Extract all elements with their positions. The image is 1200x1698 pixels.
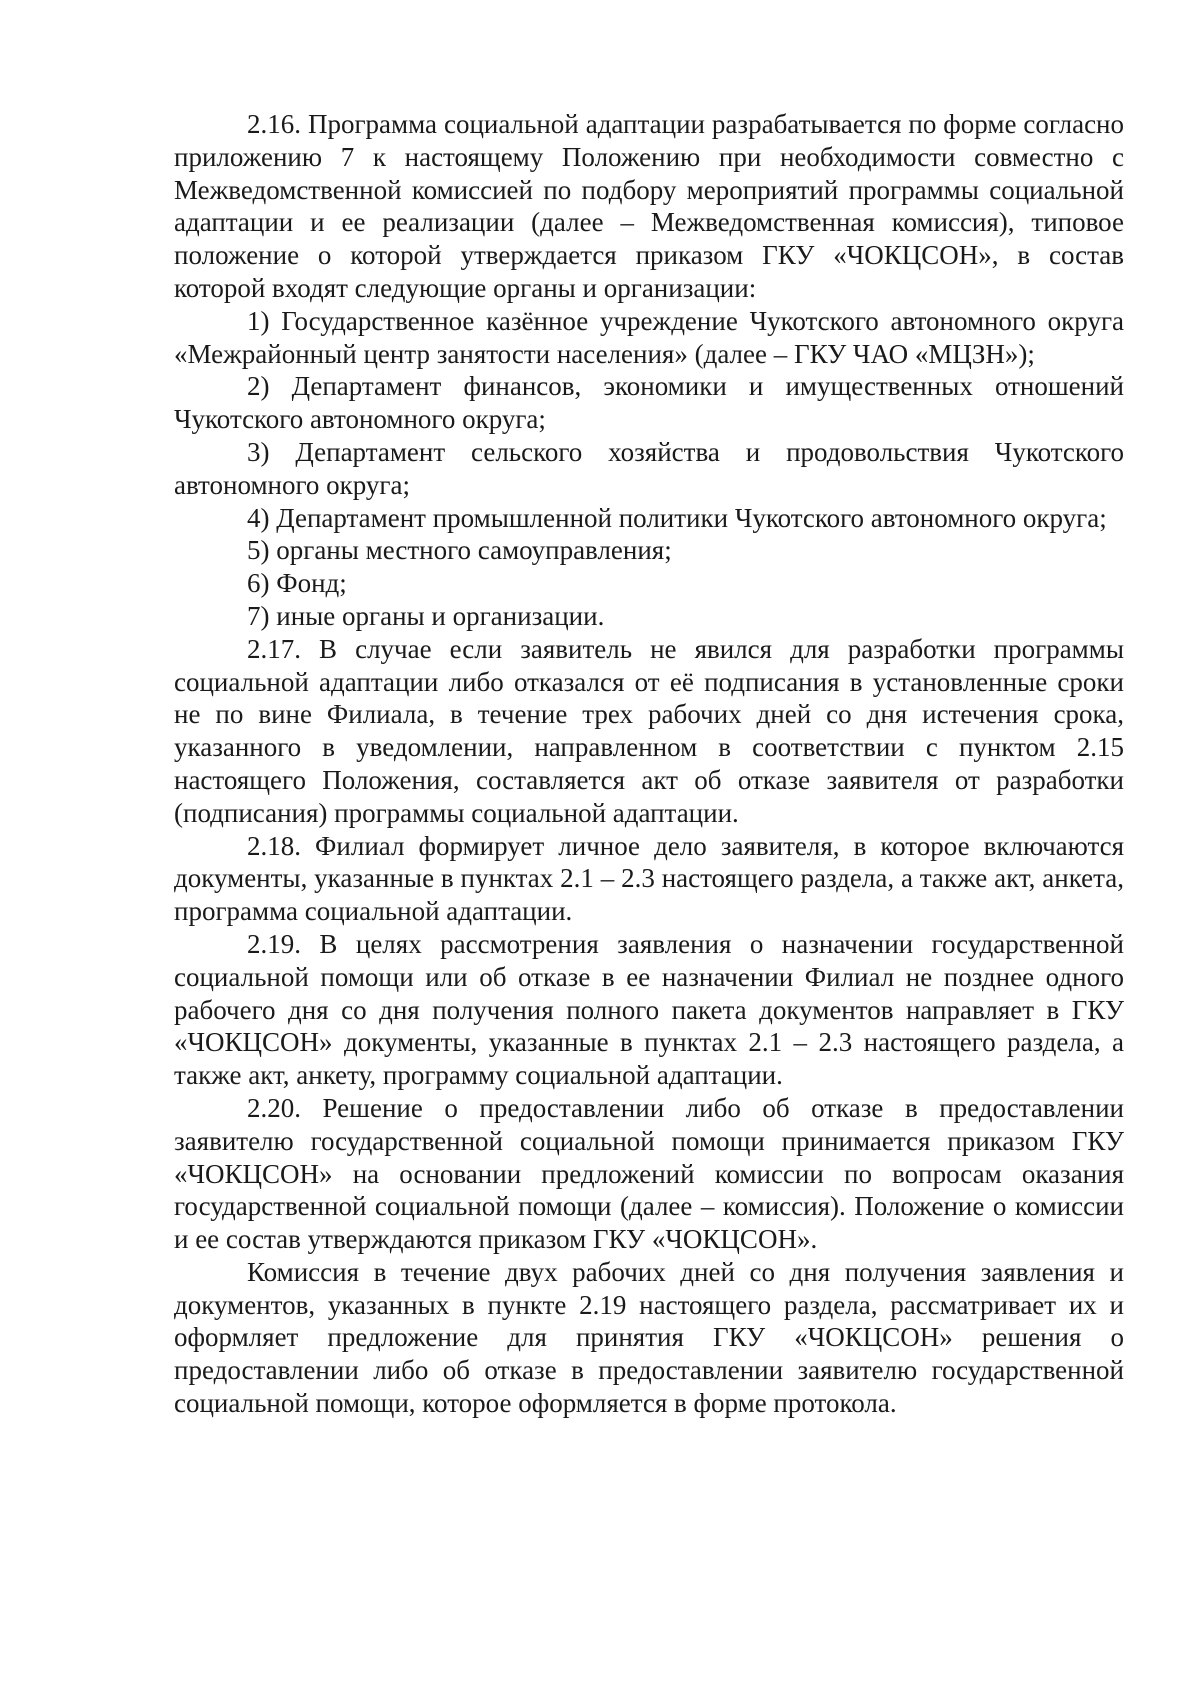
- paragraph-2-18: 2.18. Филиал формирует личное дело заявителя, в которое включаются документы, указанные в пунктах 2.1 – 2.3 настоящего раздела, а также акт, анкета, программа социальной адаптации.: [174, 830, 1124, 927]
- paragraph-commission: Комиссия в течение двух рабочих дней со дня получения заявления и документов, указанных в пункте 2.19 настоящего раздела, рассматривает их и оформляет предложение для принятия ГКУ «ЧОКЦСОН» решения о предоставлении либо об отказе в предоставлении заявителю государственной социальной помощи, которое оформляется в форме протокола.: [174, 1256, 1124, 1419]
- list-item-6: 6) Фонд;: [247, 568, 347, 599]
- paragraph-2-17: 2.17. В случае если заявитель не явился для разработки программы социальной адаптации либо отказался от её подписания в установленные сроки не по вине Филиала, в течение трех рабочих дней со дня истечения срока, указанного в уведомлении, направленном в соответствии с пунктом 2.15 настоящего Положения, составляется акт об отказе заявителя от разработки (подписания) программы социальной адаптации.: [174, 633, 1124, 828]
- list-item-5: 5) органы местного самоуправления;: [247, 535, 672, 566]
- list-item-7: 7) иные органы и организации.: [247, 600, 605, 631]
- document-body: [174, 108, 1124, 1420]
- paragraph-2-20: 2.20. Решение о предоставлении либо об отказе в предоставлении заявителю государственной социальной помощи принимается приказом ГКУ «ЧОКЦСОН» на основании предложений комиссии по вопросам оказания государственной социальной помощи (далее – комиссия). Положение о комиссии и ее состав утверждаются приказом ГКУ «ЧОКЦСОН».: [174, 1092, 1124, 1255]
- paragraph-2-16: 2.16. Программа социальной адаптации разрабатывается по форме согласно приложению 7 к настоящему Положению при необходимости совместно с Межведомственной комиссией по подбору мероприятий программы социальной адаптации и ее реализации (далее – Межведомственная комиссия), типовое положение о которой утверждается приказом ГКУ «ЧОКЦСОН», в состав которой входят следующие органы и организации:: [174, 109, 1124, 303]
- paragraph-2-19: 2.19. В целях рассмотрения заявления о назначении государственной социальной помощи или об отказе в ее назначении Филиал не позднее одного рабочего дня со дня получения полного пакета документов направляет в ГКУ «ЧОКЦСОН» документы, указанные в пунктах 2.1 – 2.3 настоящего раздела, а также акт, анкету, программу социальной адаптации.: [174, 928, 1124, 1091]
- list-item-3: 3) Департамент сельского хозяйства и продовольствия Чукотского автономного округа;: [174, 436, 1124, 500]
- list-item-1: 1) Государственное казённое учреждение Чукотского автономного округа «Межрайонный центр занятости населения» (далее – ГКУ ЧАО «МЦЗН»);: [174, 305, 1124, 369]
- list-item-2: 2) Департамент финансов, экономики и имущественных отношений Чукотского автономного округа;: [174, 371, 1124, 435]
- list-item-4: 4) Департамент промышленной политики Чукотского автономного округа;: [247, 502, 1107, 533]
